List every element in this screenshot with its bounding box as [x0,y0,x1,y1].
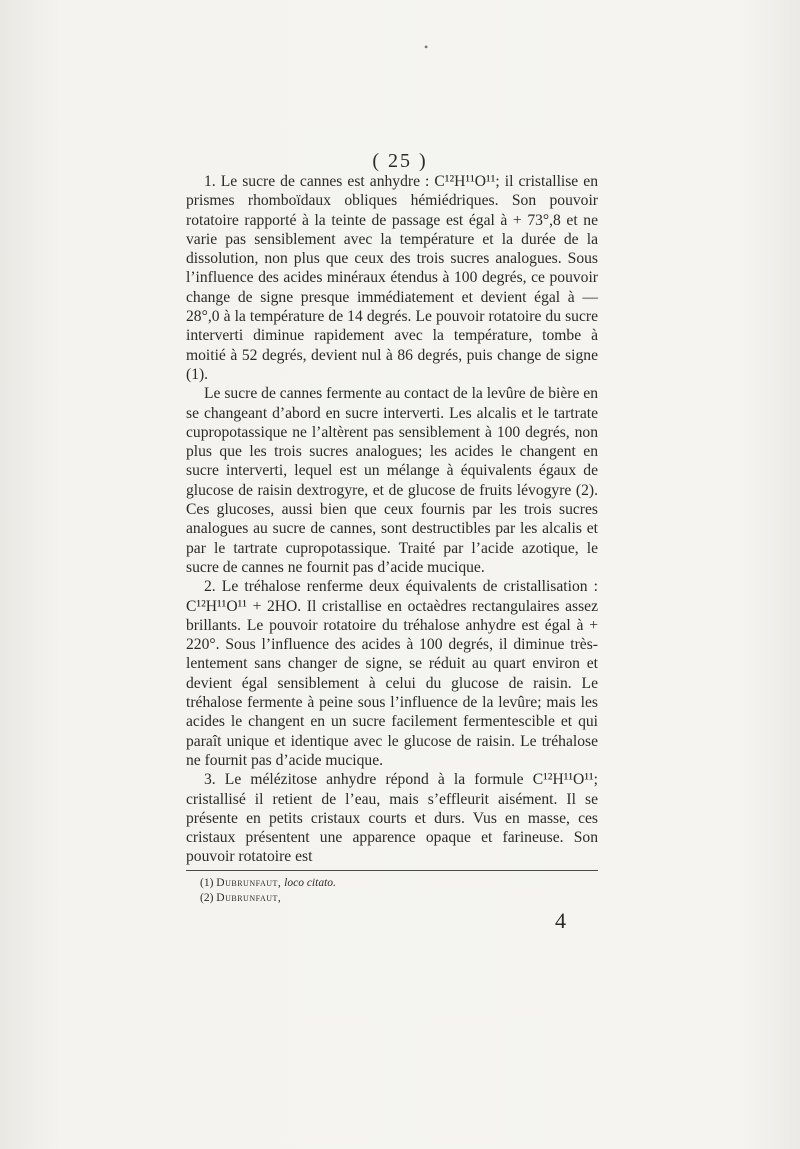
body-text [186,172,598,867]
footnote-reference: loco citato. [284,877,336,889]
footnote-author: Dubrunfaut, [216,892,282,904]
footnote-mark: (1) [200,877,214,889]
paragraph-2: Le sucre de cannes fermente au contact de la levûre de bière en se changeant d’abord en sucre interverti. Les alcalis et le tartrate cupropotassique ne l’altèrent pas sensiblement à 100 degrés, non plus que les trois sucres analogues; les acides le changent en sucre interverti, lequel est un mélange à équivalents égaux de glucose de raisin dextrogyre, et de glucose de fruits lévogyre (2). Ces glucoses, aussi bien que ceux fournis par les trois sucres analogues au sucre de cannes, sont destructibles par les alcalis et par le tartrate cupropotassique. Traité par l’acide azotique, le sucre de cannes ne fournit pas d’acide mucique. [186,385,598,576]
ink-mark: • [424,40,429,54]
signature-mark: 4 [555,908,566,933]
paragraph-4: 3. Le mélézitose anhydre répond à la formule C¹²H¹¹O¹¹; cristallisé il retient de l’eau, mais s’effleurit aisément. Il se présente en petits cristaux courts et durs. Vus en masse, ces cristaux présentent une apparence opaque et farineuse. Son pouvoir rotatoire est [186,771,598,866]
paragraph-1: 1. Le sucre de cannes est anhydre : C¹²H¹¹O¹¹; il cristallise en prismes rhomboïdaux obliques hémiédriques. Son pouvoir rotatoire rapporté à la teinte de passage est égal à + 73°,8 et ne varie pas sensiblement avec la température et la durée de la dissolution, non plus que ceux des trois sucres analogues. Sous l’influence des acides minéraux étendus à 100 degrés, ce pouvoir change de signe presque immédiatement et devient égal à — 28°,0 à la température de 14 degrés. Le pouvoir rotatoire du sucre interverti diminue rapidement avec la température, tombe à moitié à 52 degrés, devient nul à 86 degrés, puis change de signe (1). [186,173,598,383]
paragraph-3: 2. Le tréhalose renferme deux équivalents de cristallisation : C¹²H¹¹O¹¹ + 2HO. Il cristallise en octaèdres rectangulaires assez brillants. Le pouvoir rotatoire du tréhalose anhydre est égal à + 220°. Sous l’influence des acides à 100 degrés, il diminue très-lentement sans changer de signe, se réduit au quart environ et devient égal sensiblement à celui du glucose de raisin. Le tréhalose fermente à peine sous l’influence de la levûre; mais les acides le changent en un sucre facilement fermentescible et qui paraît unique et identique avec le glucose de raisin. Le tréhalose ne fournit pas d’acide mucique. [186,578,598,769]
footnote-1 [200,876,336,891]
footnote-mark: (2) [200,892,214,904]
footnote-rule [186,870,598,871]
footnote-author: Dubrunfaut, [216,877,282,889]
footnote-2 [200,891,336,906]
footnotes [200,876,336,906]
page-number: ( 25 ) [372,150,428,172]
